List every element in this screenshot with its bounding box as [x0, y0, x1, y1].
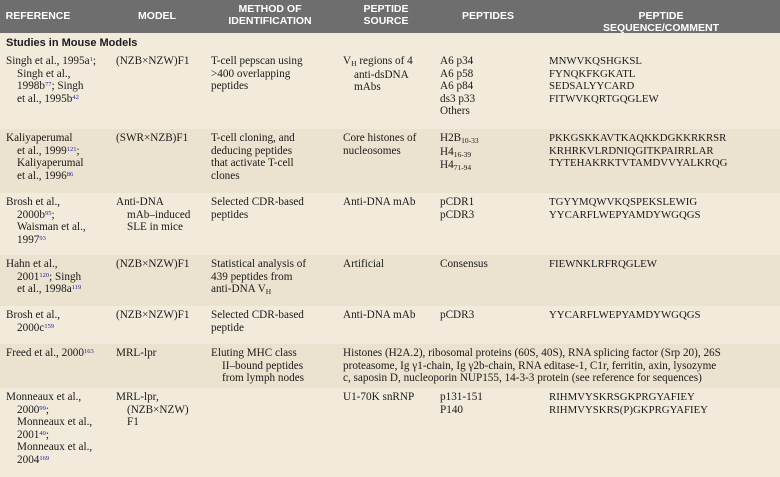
table-row [0, 52, 780, 129]
table-row [0, 129, 780, 193]
header-peptide-source: PEPTIDE SOURCE [363, 3, 409, 27]
cell-reference: Brosh et al., $2000b^{95}$; Waisman et al., 1997$^{93}$ [6, 196, 86, 246]
cell-peptides: pCDR1 pCDR3 [440, 196, 475, 221]
cell-model: (NZB×NZW)F1 [116, 309, 190, 321]
cell-method: Statistical analysis of 439 peptides from anti-DNA $V_H$ [211, 258, 307, 297]
cell-peptides: Consensus [440, 258, 488, 270]
cell-sequence: FIEWNKLRFRQGLEW [549, 258, 657, 270]
cell-source: Core histones of nucleosomes [343, 132, 417, 157]
cell-method: Selected CDR-based peptides [211, 196, 304, 221]
cell-peptides: pCDR3 [440, 309, 475, 321]
table-row [0, 306, 780, 344]
cell-model: MRL-lpr, (NZB×NZW) F1 [116, 391, 189, 429]
cell-method: T-cell pepscan using >400 overlapping peptides [211, 55, 303, 93]
cell-sequence: MNWVKQSHGKSL FYNQKFKGKATL SEDSALYYCARD FITWVKQRTGQGLEW [549, 55, 659, 105]
cell-sequence: YYCARFLWEPYAMDYWGQGS [549, 309, 701, 321]
header-model: MODEL [138, 10, 176, 22]
cell-source: Artificial [343, 258, 385, 270]
header-reference: REFERENCE [5, 10, 71, 22]
cell-sequence: RIHMVYSKRSGKPRGYAFIEY RIHMVYSKRS(P)GKPRGYAFIEY [549, 391, 708, 416]
cell-model: Anti-DNA mAb–induced SLE in mice [116, 196, 191, 234]
table-row [0, 255, 780, 306]
header-sequence: PEPTIDE SEQUENCE/COMMENT [602, 10, 720, 34]
cell-sequence: PKKGSKKAVTKAQKKDGKKRKRSR KRHRKVLRDNIQGITKPAIRRLAR TYTEHAKRKTVTAMDVVYALKRQG [549, 132, 728, 170]
cell-peptides: A6 p34 A6 p58 A6 p84 ds3 p33 Others [440, 55, 476, 118]
cell-method: Selected CDR-based peptide [211, 309, 304, 334]
cell-source: Histones (H2A.2), ribosomal proteins (60S, 40S), RNA splicing factor (Srp 20), 26S proteasome, Ig γ1-chain, Ig γ2b-chain, RNA editase-1, C1r, ferritin, axin, lysozyme c, saposin D, nucleoporin NUP155, 14-3-3 protein (see reference for sequences) [343, 347, 721, 385]
cell-method: T-cell cloning, and deducing peptides that activate T-cell clones [211, 132, 295, 182]
cell-model: (NZB×NZW)F1 [116, 258, 190, 270]
cell-sequence: TGYYMQWVKQSPEKSLEWIG YYCARFLWEPYAMDYWGQGS [549, 196, 701, 221]
cell-reference: Hahn et al., 2001$^{120}$; Singh et al., $1998a^{119}$ [6, 258, 82, 296]
cell-source: U1-70K snRNP [343, 391, 415, 403]
cell-method: Eluting MHC class II–bound peptides from lymph nodes [211, 347, 305, 385]
cell-source: Anti-DNA mAb [343, 196, 416, 208]
cell-reference: Singh et al., $1995a^1$; Singh et al., $1998b^{77}$; Singh et al., $1995b^{42}$ [6, 55, 96, 105]
header-method: METHOD OF IDENTIFICATION [228, 3, 312, 27]
cell-model: (NZB×NZW)F1 [116, 55, 190, 67]
header-peptides: PEPTIDES [462, 10, 514, 22]
table-header [0, 0, 780, 33]
table-row [0, 193, 780, 255]
cell-reference: Monneaux et al., 2000$^{99}$; Monneaux et al., 2001$^{40}$; Monneaux et al., 2004$^{169}$ [6, 391, 93, 466]
cell-peptides: p131-151 P140 [440, 391, 483, 416]
cell-source: $V_H$ regions of 4 anti-dsDNA mAbs [343, 55, 413, 94]
table-row [0, 344, 780, 388]
cell-reference: Brosh et al., $2000c^{159}$ [6, 309, 61, 334]
cell-peptides: $H2B_{10-33}$ $H4_{16-39}$ $H4_{71-94}$ [440, 132, 479, 173]
cell-reference: Freed et al., 2000$^{163}$ [6, 347, 94, 359]
section-title: Studies in Mouse Models [6, 37, 138, 49]
table-row [0, 388, 780, 477]
cell-model: MRL-lpr [116, 347, 157, 359]
cell-model: (SWR×NZB)F1 [116, 132, 189, 144]
cell-source: Anti-DNA mAb [343, 309, 416, 321]
cell-reference: Kaliyaperumal et al., 1999$^{121}$; Kaliyaperumal et al., 1996$^{86}$ [6, 132, 84, 182]
